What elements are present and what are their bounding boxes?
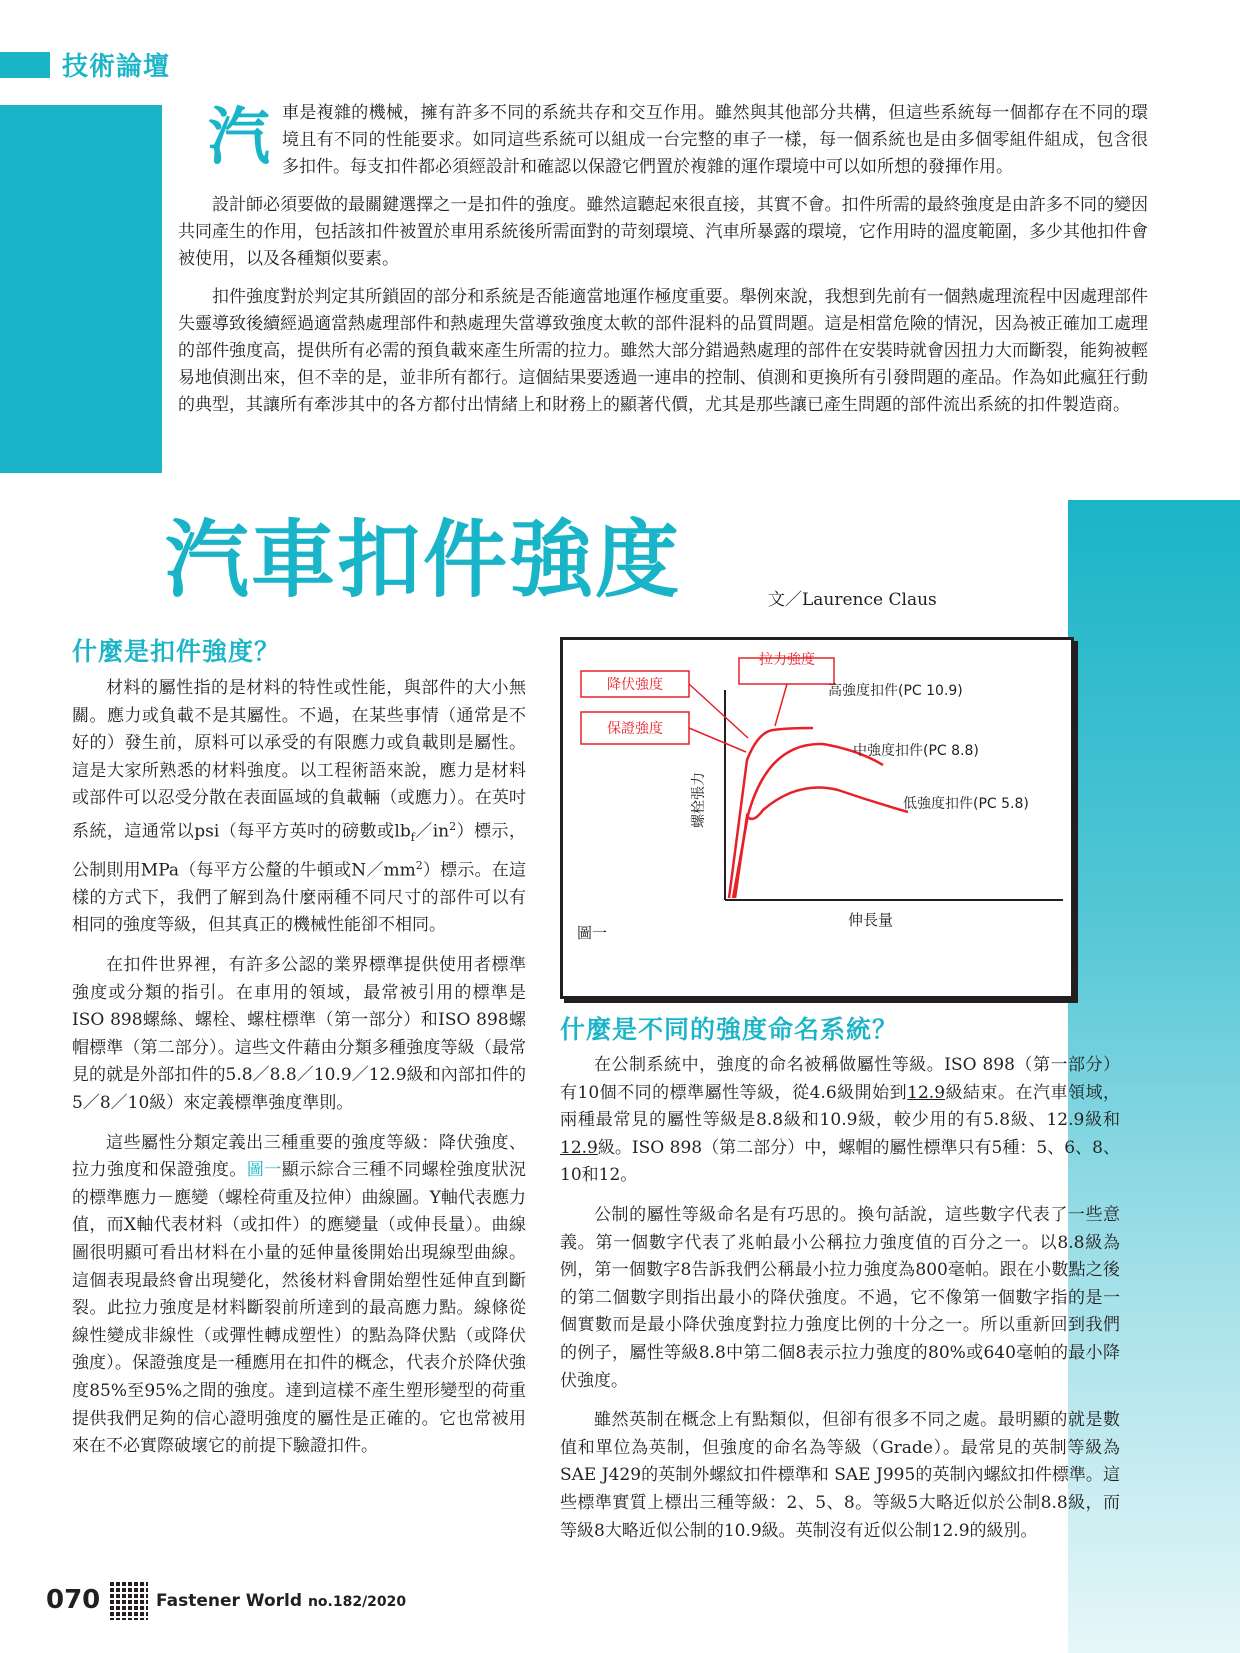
tensile-callout-label: 拉力強度	[759, 652, 815, 668]
issue-number: no.182/2020	[307, 1594, 407, 1610]
x-axis-label: 伸長量	[848, 911, 894, 929]
curve-low-label: 低強度扣件(PC 5.8)	[903, 796, 1029, 812]
section2-paragraph-2: 公制的屬性等級命名是有巧思的。換句話說，這些數字代表了一些意義。第一個數字代表了兆帕最小公稱拉力強度值的百分之一。以8.8級為例，第一個數字8告訴我們公稱最小拉力強度為800毫帕。跟在小數點之後的第二個數字則指出最小的降伏強度。不過，它不像第一個數字指的是一個實數而是最小降伏強度對拉力強度比例的十分之一。所以重新回到我們的例子，屬性等級8.8中第二個8表示拉力強度的80%或640毫帕的最小降伏強度。	[560, 1204, 1120, 1391]
proof-callout-label: 保證強度	[607, 721, 663, 737]
left-column	[72, 675, 526, 1473]
proof-pointer	[689, 728, 746, 752]
curve-low-strength	[735, 788, 908, 899]
figure-1	[560, 637, 1074, 999]
y-axis-label: 螺栓張力	[691, 772, 707, 828]
article-title: 汽車扣件強度	[165, 511, 682, 609]
section2-paragraph-1: 在公制系統中，強度的命名被稱做屬性等級。ISO 898（第一部分）有10個不同的標準屬性等級，從4.6級開始到12.9級結束。在汽車領域，兩種最常見的屬性等級是8.8級和10.9級，較少用的有5.8級、12.9級和12.9級。ISO 898（第二部分）中，螺帽的屬性標準只有5種：5、6、8、10和12。	[560, 1055, 1121, 1186]
curve-mid-strength	[733, 744, 883, 898]
section-marker	[0, 52, 50, 78]
right-column	[560, 1052, 1120, 1557]
curve-high-strength	[729, 728, 813, 898]
section1-paragraph-2: 在扣件世界裡，有許多公認的業界標準提供使用者標準強度或分類的指引。在車用的領域，最常被引用的標準是ISO 898螺絲、螺栓、螺柱標準（第一部分）和ISO 898螺帽標準（第二部分）。這些文件藉由分類多種強度等級（最常見的就是外部扣件的5.8／8.8／10.9／12.9級和內部扣件的5／8／10級）來定義標準強度準則。	[72, 955, 526, 1114]
magazine-name: Fastener World no.182/2020	[156, 1591, 407, 1611]
section1-paragraph-3: 這些屬性分類定義出三種重要的強度等級：降伏強度、拉力強度和保證強度。圖一顯示綜合三種不同螺栓強度狀況的標準應力－應變（螺栓荷重及拉伸）曲線圖。Y軸代表應力值，而X軸代表材料（或扣件）的應變量（或伸長量）。曲線圖很明顯可看出材料在小量的延伸量後開始出現線型曲線。這個表現最終會出現變化，然後材料會開始塑性延伸直到斷裂。此拉力強度是材料斷裂前所達到的最高應力點。線條從線性變成非線性（或彈性轉成塑性）的點為降伏點（或降伏強度）。保證強度是一種應用在扣件的概念，代表介於降伏強度85%至95%之間的強度。達到這樣不產生塑形變型的荷重提供我們足夠的信心證明強度的屬性是正確的。它也常被用來在不必實際破壞它的前提下驗證扣件。	[72, 1132, 527, 1457]
section-heading-2: 什麼是不同的強度命名系統？	[560, 1015, 899, 1044]
yield-callout-label: 降伏強度	[607, 677, 663, 693]
intro-paragraph-2: 設計師必須要做的最關鍵選擇之一是扣件的強度。雖然這聽起來很直接，其實不會。扣件所需的最終強度是由許多不同的變因共同產生的作用，包括該扣件被置於車用系統後所需面對的苛刻環境、汽車所暴露的環境，它作用時的溫度範圍，多少其他扣件會被使用，以及各種類似要素。	[178, 195, 1148, 269]
intro-paragraph-1: 汽車是複雜的機械，擁有許多不同的系統共存和交互作用。雖然與其他部分共構，但這些系統每一個都存在不同的環境且有不同的性能要求。如同這些系統可以組成一台完整的車子一樣，每一個系統也是由多個零組件組成，包含很多扣件。每支扣件都必須經設計和確認以保證它們置於複雜的運作環境中可以如所想的發揮作用。	[208, 100, 1148, 177]
figure-label: 圖一	[577, 924, 608, 942]
curve-high-label: 高強度扣件(PC 10.9)	[828, 683, 963, 699]
drop-cap: 汽	[208, 100, 271, 173]
intro-paragraph-3: 扣件強度對於判定其所鎖固的部分和系統是否能適當地運作極度重要。舉例來說，我想到先前有一個熱處理流程中因處理部件失靈導致後續經過適當熱處理部件和熱處理失當導致強度太軟的部件混料的品質問題。這是相當危險的情況，因為被正確加工處理的部件強度高，提供所有必需的預負載來產生所需的拉力。雖然大部分錯過熱處理的部件在安裝時就會因扭力大而斷裂，能夠被輕易地偵測出來，但不幸的是，並非所有都行。這個結果要透過一連串的控制、偵測和更換所有引發問題的產品。作為如此瘋狂行動的典型，其讓所有牽涉其中的各方都付出情緒上和財務上的顯著代價，尤其是那些讓已產生問題的部件流出系統的扣件製造商。	[178, 287, 1148, 415]
section1-paragraph-1: 材料的屬性指的是材料的特性或性能，與部件的大小無關。應力或負載不是其屬性。不過，在某些事情（通常是不好的）發生前，原料可以承受的有限應力或負載則是屬性。這是大家所熟悉的材料強度。以工程術語來說，應力是材料或部件可以忍受分散在表面區域的負載輛（或應力）。在英吋系統，這通常以psi（每平方英吋的磅數或$lb_f/in^2$）標示，公制則用MPa（每平方公釐的牛頓或$N/mm^2$）標示。在這樣的方式下，我們了解到為什麼兩種不同尺寸的部件可以有相同的強度等級，但其真正的機械性能卻不相同。	[72, 678, 526, 936]
left-accent-band	[0, 105, 162, 473]
stress-strain-chart	[563, 640, 1071, 996]
page-number: 070	[46, 1585, 101, 1615]
byline: 文／Laurence Claus	[768, 590, 937, 610]
section-header: 技術論壇	[62, 52, 171, 82]
curve-mid-label: 中強度扣件(PC 8.8)	[853, 743, 979, 759]
section2-paragraph-3: 雖然英制在概念上有點類似，但卻有很多不同之處。最明顯的就是數值和單位為英制，但強度的命名為等級（Grade）。最常見的英制等級為SAE J429的英制外螺紋扣件標準和 SAE J995的英制內螺紋扣件標準。這些標準實質上標出三種等級：2、5、8。等級5大略近似於公制8.8級，而等級8大略近似公制的10.9級。英制沒有近似公制12.9的級別。	[560, 1410, 1120, 1541]
qr-code-icon[interactable]	[108, 1580, 148, 1620]
tensile-pointer	[775, 684, 787, 726]
intro-block	[178, 100, 1148, 430]
section-heading-1: 什麼是扣件強度？	[72, 637, 281, 666]
yield-pointer	[689, 684, 748, 738]
figure-link[interactable]: 圖一	[246, 1160, 282, 1181]
